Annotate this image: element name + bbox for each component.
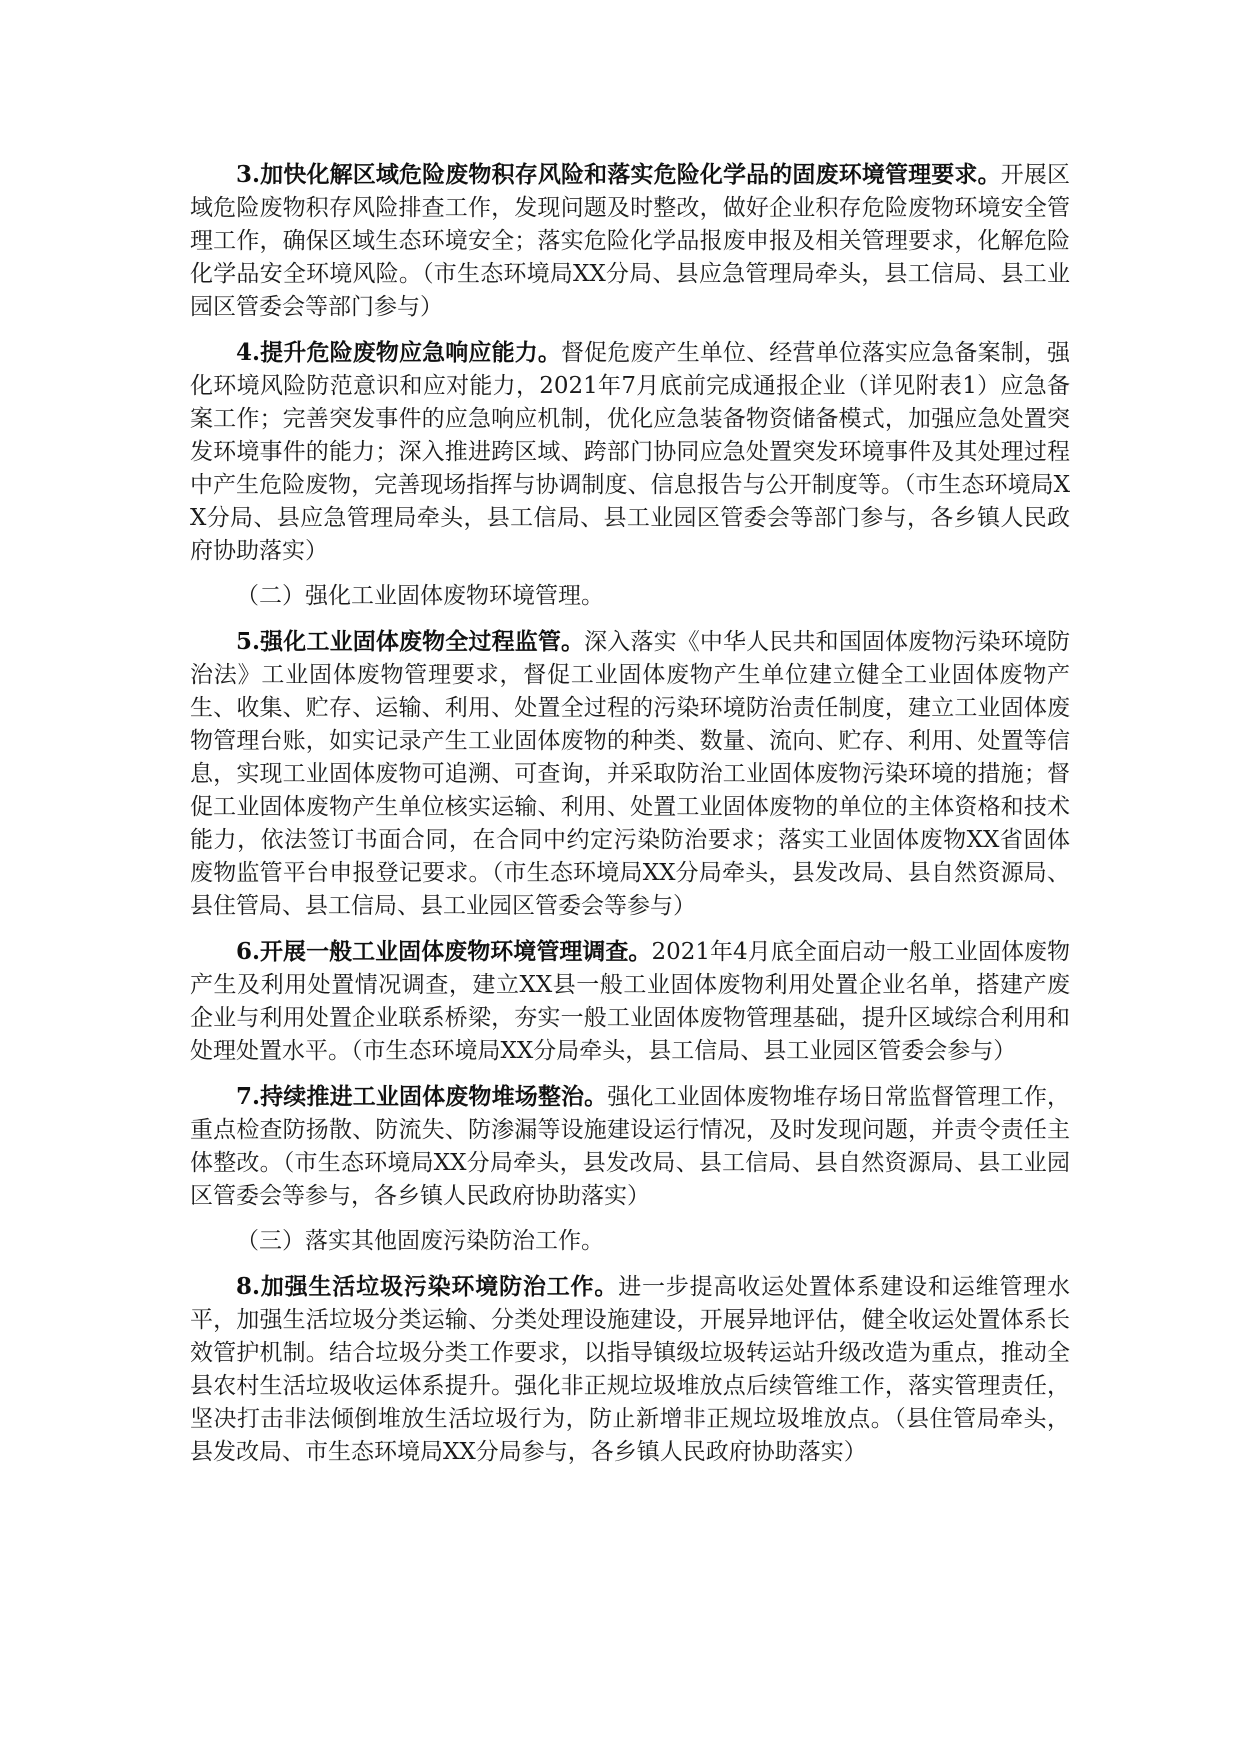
paragraph-item-3 (190, 158, 1070, 324)
paragraph-text: 深入落实《中华人民共和国固体废物污染环境防治法》工业固体废物管理要求，督促工业固体废物产生单位建立健全工业固体废物产生、收集、贮存、运输、利用、处置全过程的污染环境防治责任制度，建立工业固体废物管理台账，如实记录产生工业固体废物的种类、数量、流向、贮存、利用、处置等信息，实现工业固体废物可追溯、可查询，并采取防治工业固体废物污染环境的措施；督促工业固体废物产生单位核实运输、利用、处置工业固体废物的单位的主体资格和技术能力，依法签订书面合同，在合同中约定污染防治要求；落实工业固体废物XX省固体废物监管平台申报登记要求。（市生态环境局XX分局牵头，县发改局、县自然资源局、县住管局、县工信局、县工业园区管委会等参与） (190, 629, 1071, 919)
paragraph-text: 督促危废产生单位、经营单位落实应急备案制，强化环境风险防范意识和应对能力，2021年7月底前完成通报企业（详见附表1）应急备案工作；完善突发事件的应急响应机制，优化应急装备物资储备模式，加强应急处置突发环境事件的能力；深入推进跨区域、跨部门协同应急处置突发环境事件及其处理过程中产生危险废物，完善现场指挥与协调制度、信息报告与公开制度等。（市生态环境局XX分局、县应急管理局牵头，县工信局、县工业园区管委会等部门参与，各乡镇人民政府协助落实） (190, 340, 1071, 564)
paragraph-heading: 6.开展一般工业固体废物环境管理调查。 (236, 938, 652, 965)
document-body (190, 158, 1070, 1481)
section-heading-3: （三）落实其他固废污染防治工作。 (236, 1228, 604, 1254)
paragraph-heading: 8.加强生活垃圾污染环境防治工作。 (236, 1273, 619, 1300)
paragraph-item-5 (190, 625, 1070, 923)
paragraph-heading: 5.强化工业固体废物全过程监管。 (236, 628, 585, 655)
section-heading-2: （二）强化工业固体废物环境管理。 (236, 583, 604, 609)
paragraph-text: 2021年4月底全面启动一般工业固体废物产生及利用处置情况调查，建立XX县一般工业固体废物利用处置企业名单，搭建产废企业与利用处置企业联系桥梁，夯实一般工业固体废物管理基础，提升区域综合利用和处理处置水平。（市生态环境局XX分局牵头，县工信局、县工业园区管委会参与） (190, 939, 1071, 1064)
paragraph-text: 开展区域危险废物积存风险排查工作，发现问题及时整改，做好企业积存危险废物环境安全管理工作，确保区域生态环境安全；落实危险化学品报废申报及相关管理要求，化解危险化学品安全环境风险。（市生态环境局XX分局、县应急管理局牵头，县工信局、县工业园区管委会等部门参与） (190, 162, 1071, 320)
paragraph-heading: 7.持续推进工业固体废物堆场整治。 (236, 1083, 608, 1110)
paragraph-item-8 (190, 1270, 1070, 1469)
paragraph-item-4 (190, 336, 1070, 568)
paragraph-item-7 (190, 1080, 1070, 1213)
paragraph-text: 进一步提高收运处置体系建设和运维管理水平，加强生活垃圾分类运输、分类处理设施建设，开展异地评估，健全收运处置体系长效管护机制。结合垃圾分类工作要求，以指导镇级垃圾转运站升级改造为重点，推动全县农村生活垃圾收运体系提升。强化非正规垃圾堆放点后续管维工作，落实管理责任，坚决打击非法倾倒堆放生活垃圾行为，防止新增非正规垃圾堆放点。（县住管局牵头，县发改局、市生态环境局XX分局参与，各乡镇人民政府协助落实） (190, 1274, 1071, 1465)
paragraph-heading: 4.提升危险废物应急响应能力。 (236, 339, 562, 366)
paragraph-item-6 (190, 935, 1070, 1068)
paragraph-text: 强化工业固体废物堆存场日常监督管理工作，重点检查防扬散、防流失、防渗漏等设施建设运行情况，及时发现问题，并责令责任主体整改。（市生态环境局XX分局牵头，县发改局、县工信局、县自然资源局、县工业园区管委会等参与，各乡镇人民政府协助落实） (190, 1084, 1071, 1209)
paragraph-heading: 3.加快化解区域危险废物积存风险和落实危险化学品的固废环境管理要求。 (236, 161, 1001, 188)
